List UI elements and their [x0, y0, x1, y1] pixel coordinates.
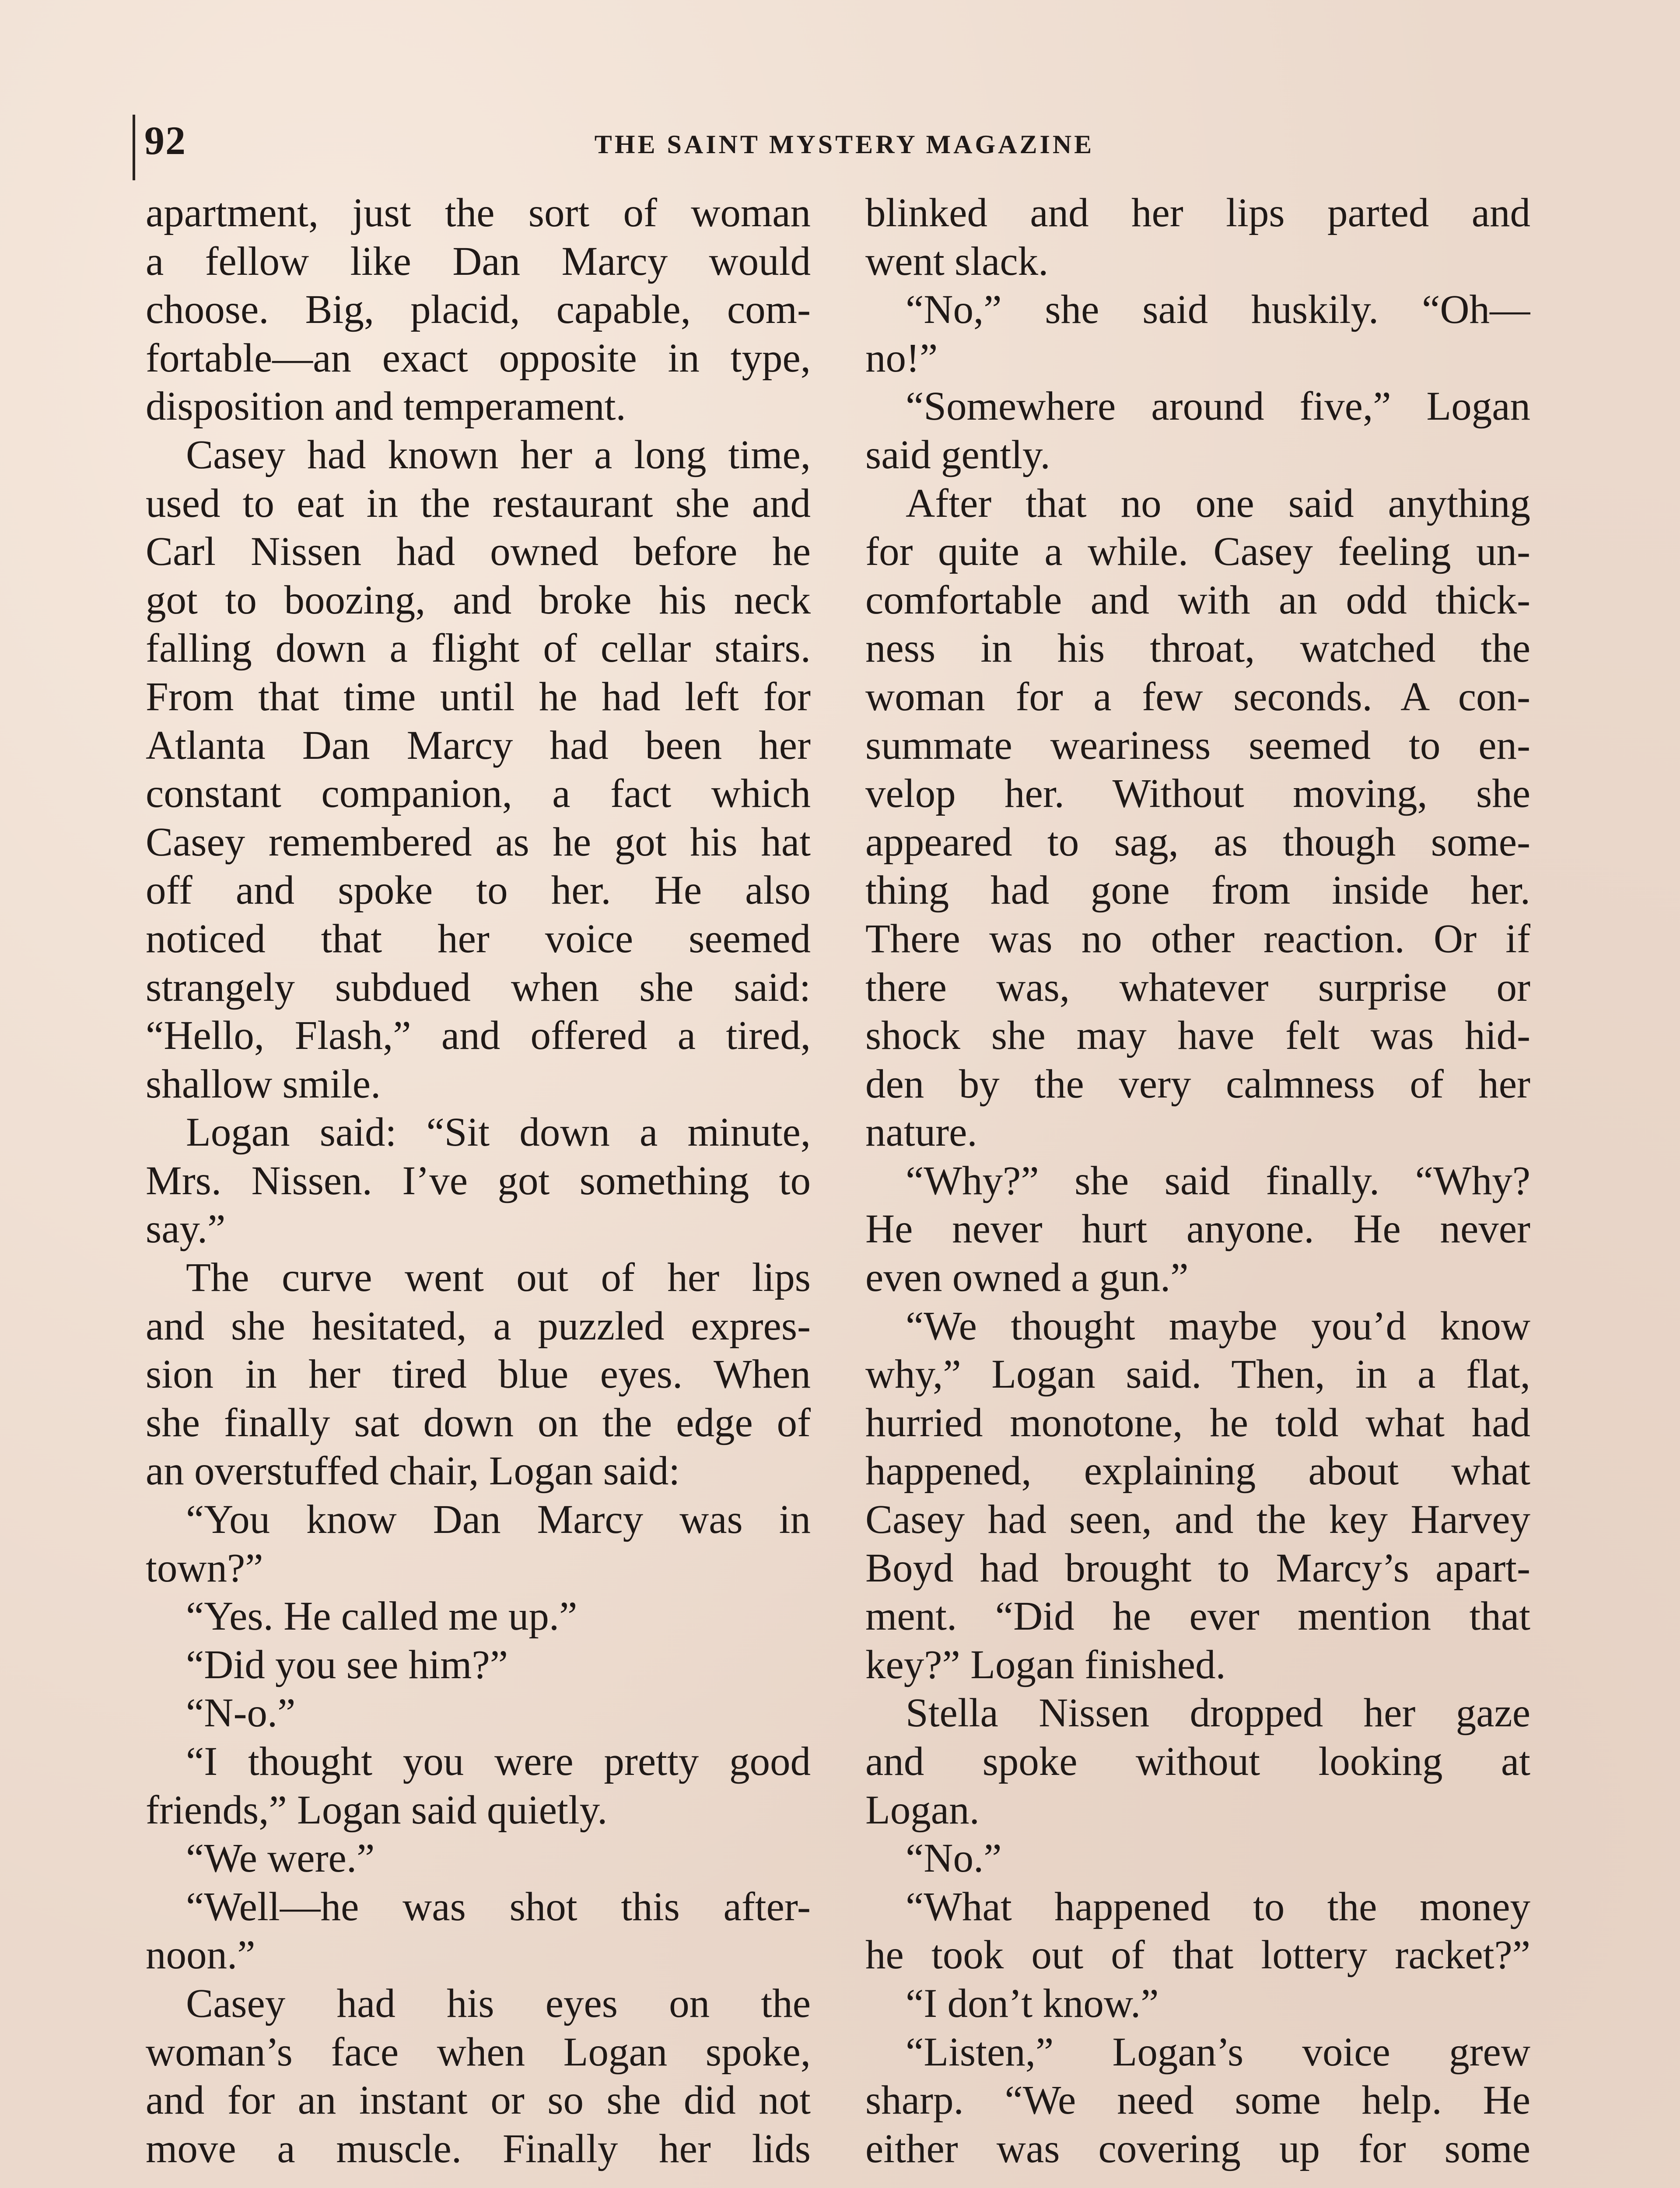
- text-line: noticed that her voice seemed: [146, 916, 811, 961]
- text-line: even owned a gun.”: [865, 1255, 1189, 1301]
- text-line: constant companion, a fact which: [146, 771, 811, 817]
- text-line: “We thought maybe you’d know: [906, 1303, 1530, 1349]
- text-line: said gently.: [865, 432, 1050, 477]
- page-number: 92: [144, 118, 186, 163]
- text-line: an overstuffed chair, Logan said:: [146, 1448, 680, 1494]
- text-line: key?” Logan finished.: [865, 1642, 1226, 1687]
- text-line: “I don’t know.”: [906, 1981, 1159, 2026]
- text-line: Casey had known her a long time,: [186, 432, 811, 477]
- text-line: happened, explaining about what: [865, 1448, 1530, 1494]
- text-line: There was no other reaction. Or if: [865, 916, 1530, 961]
- text-line: “What happened to the money: [906, 1884, 1530, 1929]
- text-line: “N-o.”: [186, 1690, 296, 1736]
- text-line: den by the very calmness of her: [865, 1061, 1530, 1107]
- text-line: “No.”: [906, 1836, 1002, 1881]
- text-line: and spoke without looking at: [865, 1739, 1530, 1784]
- text-line: choose. Big, placid, capable, com-: [146, 287, 811, 333]
- text-line: either was covering up for some: [865, 2126, 1530, 2171]
- text-line: “Hello, Flash,” and offered a tired,: [146, 1013, 811, 1059]
- text-line: Atlanta Dan Marcy had been her: [146, 722, 811, 768]
- text-line: move a muscle. Finally her lids: [146, 2126, 811, 2171]
- text-line: comfortable and with an odd thick-: [865, 577, 1530, 623]
- left-text-column: [146, 189, 811, 2173]
- text-line: sion in her tired blue eyes. When: [146, 1352, 811, 1397]
- margin-rule: [133, 115, 135, 180]
- text-line: there was, whatever surprise or: [865, 964, 1530, 1010]
- text-line: she finally sat down on the edge of: [146, 1400, 811, 1445]
- text-line: shock she may have felt was hid-: [865, 1013, 1530, 1059]
- text-line: Logan said: “Sit down a minute,: [186, 1110, 811, 1155]
- text-line: Casey had his eyes on the: [186, 1981, 811, 2026]
- text-line: hurried monotone, he told what had: [865, 1400, 1530, 1445]
- text-line: strangely subdued when she said:: [146, 964, 811, 1010]
- text-line: a fellow like Dan Marcy would: [146, 238, 811, 284]
- text-line: no!”: [865, 335, 938, 381]
- text-line: falling down a flight of cellar stairs.: [146, 626, 811, 671]
- text-line: summate weariness seemed to en-: [865, 722, 1530, 768]
- text-line: velop her. Without moving, she: [865, 771, 1530, 817]
- text-line: town?”: [146, 1545, 263, 1591]
- text-line: The curve went out of her lips: [186, 1255, 811, 1301]
- text-line: “You know Dan Marcy was in: [186, 1497, 811, 1543]
- text-line: From that time until he had left for: [146, 674, 811, 719]
- text-line: “I thought you were pretty good: [186, 1739, 811, 1784]
- text-line: why,” Logan said. Then, in a flat,: [865, 1352, 1530, 1397]
- text-line: ness in his throat, watched the: [865, 626, 1530, 671]
- text-line: “We were.”: [186, 1836, 375, 1881]
- text-line: thing had gone from inside her.: [865, 868, 1530, 913]
- text-line: friends,” Logan said quietly.: [146, 1787, 608, 1833]
- text-line: woman’s face when Logan spoke,: [146, 2029, 811, 2075]
- text-line: Carl Nissen had owned before he: [146, 529, 811, 575]
- text-line: and for an instant or so she did not: [146, 2078, 811, 2123]
- text-line: disposition and temperament.: [146, 384, 626, 429]
- text-line: Stella Nissen dropped her gaze: [906, 1690, 1530, 1736]
- text-line: blinked and her lips parted and: [865, 190, 1530, 235]
- text-line: Casey remembered as he got his hat: [146, 819, 811, 865]
- text-line: for quite a while. Casey feeling un-: [865, 529, 1530, 575]
- text-line: “Well—he was shot this after-: [186, 1884, 811, 1929]
- text-line: apartment, just the sort of woman: [146, 190, 811, 235]
- text-line: “Why?” she said finally. “Why?: [906, 1158, 1530, 1203]
- text-line: he took out of that lottery racket?”: [865, 1932, 1530, 1978]
- right-text-column: [865, 189, 1530, 2173]
- text-line: Casey had seen, and the key Harvey: [865, 1497, 1530, 1543]
- running-head: THE SAINT MYSTERY MAGAZINE: [594, 130, 1095, 159]
- text-line: got to boozing, and broke his neck: [146, 577, 811, 623]
- text-line: fortable—an exact opposite in type,: [146, 335, 811, 381]
- text-line: Logan.: [865, 1787, 980, 1833]
- text-line: Mrs. Nissen. I’ve got something to: [146, 1158, 811, 1203]
- text-line: used to eat in the restaurant she and: [146, 480, 811, 526]
- text-line: “Yes. He called me up.”: [186, 1594, 578, 1639]
- text-line: sharp. “We need some help. He: [865, 2078, 1530, 2123]
- text-line: ment. “Did he ever mention that: [865, 1594, 1530, 1639]
- text-line: “Listen,” Logan’s voice grew: [906, 2029, 1530, 2075]
- text-line: After that no one said anything: [906, 480, 1530, 526]
- text-line: “Somewhere around five,” Logan: [906, 384, 1530, 429]
- text-line: and she hesitated, a puzzled expres-: [146, 1303, 811, 1349]
- text-line: appeared to sag, as though some-: [865, 819, 1530, 865]
- text-line: say.”: [146, 1206, 226, 1252]
- text-line: “No,” she said huskily. “Oh—: [906, 287, 1530, 333]
- text-line: went slack.: [865, 238, 1049, 284]
- text-line: Boyd had brought to Marcy’s apart-: [865, 1545, 1530, 1591]
- text-line: He never hurt anyone. He never: [865, 1206, 1530, 1252]
- text-line: shallow smile.: [146, 1061, 381, 1107]
- text-line: off and spoke to her. He also: [146, 868, 811, 913]
- text-line: nature.: [865, 1110, 977, 1155]
- text-line: “Did you see him?”: [186, 1642, 508, 1687]
- text-line: noon.”: [146, 1932, 256, 1978]
- text-line: woman for a few seconds. A con-: [865, 674, 1530, 719]
